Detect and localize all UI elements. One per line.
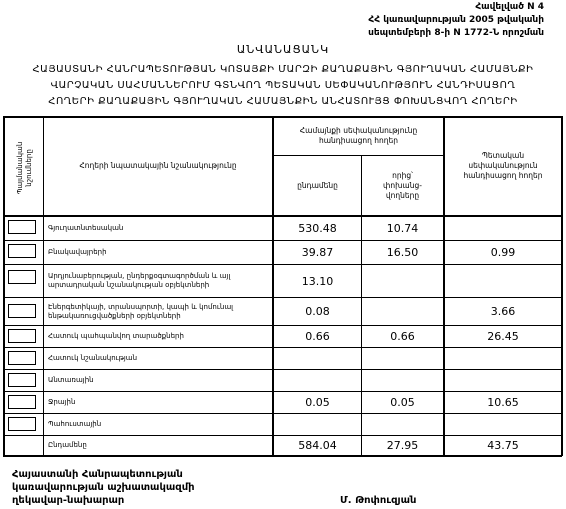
row-transferred: 10.74 bbox=[386, 222, 419, 235]
legend-symbol bbox=[8, 351, 36, 365]
total-state: 43.75 bbox=[487, 439, 519, 452]
subtitle-line-1: ՀԱՅԱՍՏԱՆԻ ՀԱՆՐԱՊԵՏՈՒԹՅԱՆ ԿՈՏԱՅՔԻ ՄԱՐԶԻ ՔԱՂԱՔԱՅԻՆ ԳՅՈՒՂԱԿԱՆ ՀԱՄԱՅՆՔԻ bbox=[32, 64, 534, 75]
document-title: ԱՆՎԱՆԱՑԱՆԿ bbox=[236, 43, 330, 56]
row-transferred: 0.66 bbox=[390, 330, 415, 343]
row-label: Պահուստային bbox=[48, 420, 102, 428]
row-transferred bbox=[362, 370, 443, 391]
row-total: 39.87 bbox=[301, 246, 334, 259]
footer-line-1: Հայաստանի Հանրապետության bbox=[12, 469, 183, 480]
row-total: 530.48 bbox=[298, 222, 337, 235]
header-transferred: որից՝ փոխանց-վողները bbox=[383, 170, 422, 200]
legend-symbol bbox=[8, 220, 36, 234]
row-label: Հատուկ նշանակության bbox=[48, 354, 138, 362]
row-transferred bbox=[362, 414, 443, 435]
annex-line-3: սեպտեմբերի 8-ի N 1772-Ն որոշման bbox=[368, 28, 544, 38]
row-state: 3.66 bbox=[490, 305, 516, 318]
row-state bbox=[445, 370, 561, 391]
row-label: Բնակավայրերի bbox=[48, 248, 107, 256]
legend-symbol bbox=[8, 304, 36, 318]
header-state-land: Պետական սեփականություն հանդիսացող հողեր bbox=[463, 151, 543, 180]
row-state: 26.45 bbox=[487, 330, 519, 343]
row-transferred: 16.50 bbox=[386, 246, 419, 259]
legend-symbol bbox=[8, 395, 36, 409]
row-total: 0.66 bbox=[305, 330, 330, 343]
row-transferred bbox=[362, 298, 443, 325]
row-total bbox=[274, 348, 361, 369]
footer-line-2: կառավարության աշխատակազմի bbox=[12, 482, 195, 493]
row-state bbox=[445, 217, 561, 240]
total-sum: 584.04 bbox=[298, 439, 337, 452]
legend-symbol bbox=[8, 373, 36, 387]
row-label: Անտառային bbox=[48, 376, 94, 384]
total-transferred: 27.95 bbox=[386, 439, 419, 452]
legend-symbol bbox=[8, 244, 36, 258]
row-total: 0.05 bbox=[305, 396, 330, 409]
footer-line-3: ղեկավար-նախարար bbox=[12, 495, 125, 506]
row-state bbox=[445, 348, 561, 369]
legend-symbol bbox=[8, 329, 36, 343]
row-state bbox=[445, 414, 561, 435]
row-total: 13.10 bbox=[301, 274, 334, 288]
row-total bbox=[274, 370, 361, 391]
legend-symbol bbox=[8, 270, 36, 284]
row-label: Ջրային bbox=[48, 398, 76, 406]
header-total: ընդամենը bbox=[297, 180, 338, 190]
annex-line-2: ՀՀ կառավարության 2005 թվականի bbox=[368, 15, 544, 25]
row-state bbox=[445, 265, 561, 297]
row-transferred bbox=[362, 348, 443, 369]
row-transferred: 0.05 bbox=[390, 396, 415, 409]
row-total bbox=[274, 414, 361, 435]
signer-name: Մ. Թոփուզյան bbox=[340, 495, 417, 506]
row-transferred bbox=[362, 265, 443, 297]
row-total: 0.08 bbox=[305, 305, 330, 318]
row-label: Էներգետիկայի, տրանսպորտի, կապի և կոմունալ ենթակառուցվածքների օբյեկտների bbox=[48, 302, 234, 320]
row-label: Հատուկ պահպանվող տարածքների bbox=[48, 332, 184, 340]
annex-line-1: Հավելված N 4 bbox=[475, 2, 544, 12]
subtitle-line-3: ՀՈՂԵՐԻ ՔԱՂԱՔԱՅԻՆ ԳՅՈՒՂԱԿԱՆ ՀԱՄԱՅՆՔԻՆ ԱՆՀԱՏՈՒՅՑ ՓՈԽԱՆՑՎՈՂ ՀՈՂԵՐԻ bbox=[48, 96, 518, 107]
legend-symbol bbox=[8, 417, 36, 431]
header-land-purpose: Հողերի նպատակային նշանակությունը bbox=[79, 161, 237, 170]
row-state: 10.65 bbox=[487, 396, 519, 409]
header-community-land: Համայնքի սեփականությունը հանդիսացող հողեր bbox=[299, 126, 418, 145]
row-label: Գյուղատնտեսական bbox=[48, 224, 124, 232]
subtitle-line-2: ՎԱՐՉԱԿԱՆ ՍԱՀՄԱՆՆԵՐՈՒՄ ԳՏՆՎՈՂ ՊԵՏԱԿԱՆ ՍԵՓԱԿԱՆՈՒԹՅՈՒՆ ՀԱՆԴԻՍԱՑՈՂ bbox=[50, 80, 516, 91]
total-label: Ընդամենը bbox=[48, 441, 87, 449]
header-symbols: Պայմանական նշումները bbox=[16, 141, 33, 195]
row-state: 0.99 bbox=[490, 246, 516, 259]
row-label: Արդյունաբերության, ընդերքօգտագործման և այլ արտադրական նշանակության օբյեկտների bbox=[48, 272, 231, 289]
